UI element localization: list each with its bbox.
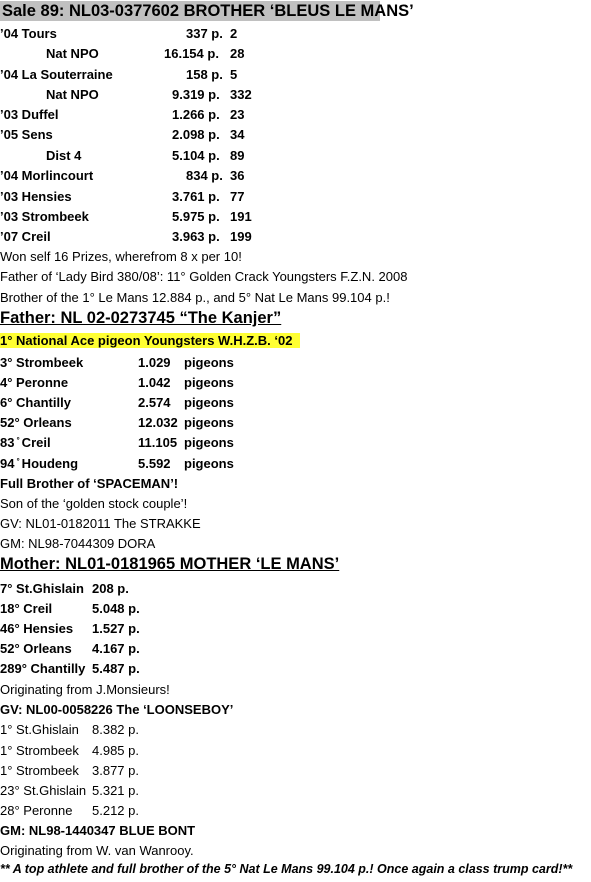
bird-count: 3.963 p. bbox=[172, 229, 220, 244]
race-name: 289° Chantilly bbox=[0, 661, 86, 676]
bird-count: 3.761 p. bbox=[172, 189, 220, 204]
sale-note: Won self 16 Prizes, wherefrom 8 x per 10! bbox=[0, 249, 242, 264]
sale-title: Sale 89: NL03-0377602 BROTHER ‘BLEUS LE MANS’ bbox=[2, 2, 414, 20]
father-highlight: 1° National Ace pigeon Youngsters W.H.Z.B. ‘02 bbox=[0, 333, 300, 348]
place: 28 bbox=[230, 46, 245, 61]
bird-count: 337 p. bbox=[186, 26, 223, 41]
bird-count: 834 p. bbox=[186, 168, 223, 183]
race-name: ’03 Strombeek bbox=[0, 209, 89, 224]
bird-count: 8.382 p. bbox=[92, 722, 139, 737]
unit: pigeons bbox=[184, 435, 234, 450]
father-gv: GV: NL01-0182011 The STRAKKE bbox=[0, 516, 201, 531]
bird-count: 208 p. bbox=[92, 581, 129, 596]
mother-gv: GV: NL00-0058226 The ‘LOONSEBOY’ bbox=[0, 702, 234, 717]
mother-gm-origin: Originating from W. van Wanrooy. bbox=[0, 843, 194, 858]
unit: pigeons bbox=[184, 415, 234, 430]
bird-count: 2.574 bbox=[138, 395, 171, 410]
bird-count: 16.154 p. bbox=[164, 46, 219, 61]
unit: pigeons bbox=[184, 355, 234, 370]
bird-count: 1.042 bbox=[138, 375, 171, 390]
race-name: ’03 Hensies bbox=[0, 189, 72, 204]
place: 34 bbox=[230, 127, 245, 142]
race-name: ’07 Creil bbox=[0, 229, 51, 244]
father-title: Father: NL 02-0273745 “The Kanjer” bbox=[0, 309, 282, 327]
race-name: ’04 Morlincourt bbox=[0, 168, 94, 183]
place: 36 bbox=[230, 168, 245, 183]
bird-count: 9.319 p. bbox=[172, 87, 220, 102]
race-name: Dist 4 bbox=[46, 148, 82, 163]
race-name: 23° St.Ghislain bbox=[0, 783, 87, 798]
race-name: Nat NPO bbox=[46, 46, 99, 61]
race-name: 18° Creil bbox=[0, 601, 53, 616]
race-name: 83 ̊ Creil bbox=[0, 435, 51, 450]
place: 89 bbox=[230, 148, 245, 163]
place: 199 bbox=[230, 229, 252, 244]
bird-count: 1.266 p. bbox=[172, 107, 220, 122]
place: 5 bbox=[230, 67, 238, 82]
race-name: 1° Strombeek bbox=[0, 743, 79, 758]
mother-origin: Originating from J.Monsieurs! bbox=[0, 682, 170, 697]
bird-count: 5.212 p. bbox=[92, 803, 139, 818]
race-name: 28° Peronne bbox=[0, 803, 73, 818]
sale-note: Brother of the 1° Le Mans 12.884 p., and 5° Nat Le Mans 99.104 p.! bbox=[0, 290, 390, 305]
bird-count: 158 p. bbox=[186, 67, 223, 82]
race-name: 52° Orleans bbox=[0, 641, 72, 656]
race-name: 52° Orleans bbox=[0, 415, 72, 430]
bird-count: 3.877 p. bbox=[92, 763, 139, 778]
race-name: 46° Hensies bbox=[0, 621, 74, 636]
bird-count: 5.487 p. bbox=[92, 661, 140, 676]
race-name: ’04 Tours bbox=[0, 26, 57, 41]
father-gm: GM: NL98-7044309 DORA bbox=[0, 536, 156, 551]
unit: pigeons bbox=[184, 395, 234, 410]
race-name: Nat NPO bbox=[46, 87, 99, 102]
sale-note: Father of ‘Lady Bird 380/08’: 11° Golden Crack Youngsters F.Z.N. 2008 bbox=[0, 269, 408, 284]
bird-count: 2.098 p. bbox=[172, 127, 220, 142]
bird-count: 5.104 p. bbox=[172, 148, 220, 163]
race-name: 7° St.Ghislain bbox=[0, 581, 84, 596]
place: 191 bbox=[230, 209, 252, 224]
race-name: 94 ̊ Houdeng bbox=[0, 456, 79, 471]
place: 23 bbox=[230, 107, 245, 122]
bird-count: 4.167 p. bbox=[92, 641, 140, 656]
bird-count: 5.975 p. bbox=[172, 209, 220, 224]
place: 2 bbox=[230, 26, 238, 41]
full-brother-note: Full Brother of ‘SPACEMAN’! bbox=[0, 476, 179, 491]
race-name: 3° Strombeek bbox=[0, 355, 84, 370]
race-name: ’04 La Souterraine bbox=[0, 67, 113, 82]
bird-count: 5.048 p. bbox=[92, 601, 140, 616]
place: 77 bbox=[230, 189, 245, 204]
bird-count: 12.032 bbox=[138, 415, 178, 430]
bird-count: 1.527 p. bbox=[92, 621, 140, 636]
mother-gm: GM: NL98-1440347 BLUE BONT bbox=[0, 823, 196, 838]
race-name: 1° Strombeek bbox=[0, 763, 79, 778]
unit: pigeons bbox=[184, 375, 234, 390]
mother-title: Mother: NL01-0181965 MOTHER ‘LE MANS’ bbox=[0, 555, 340, 573]
race-name: 6° Chantilly bbox=[0, 395, 71, 410]
race-name: 4° Peronne bbox=[0, 375, 69, 390]
place: 332 bbox=[230, 87, 252, 102]
race-name: ’05 Sens bbox=[0, 127, 53, 142]
bird-count: 4.985 p. bbox=[92, 743, 139, 758]
bird-count: 11.105 bbox=[138, 435, 178, 450]
unit: pigeons bbox=[184, 456, 234, 471]
son-of-note: Son of the ‘golden stock couple’! bbox=[0, 496, 188, 511]
bird-count: 5.592 bbox=[138, 456, 171, 471]
bird-count: 5.321 p. bbox=[92, 783, 139, 798]
race-name: 1° St.Ghislain bbox=[0, 722, 79, 737]
footer-summary: ** A top athlete and full brother of the 5° Nat Le Mans 99.104 p.! Once again a class trump card!** bbox=[0, 862, 573, 876]
race-name: ’03 Duffel bbox=[0, 107, 59, 122]
bird-count: 1.029 bbox=[138, 355, 171, 370]
